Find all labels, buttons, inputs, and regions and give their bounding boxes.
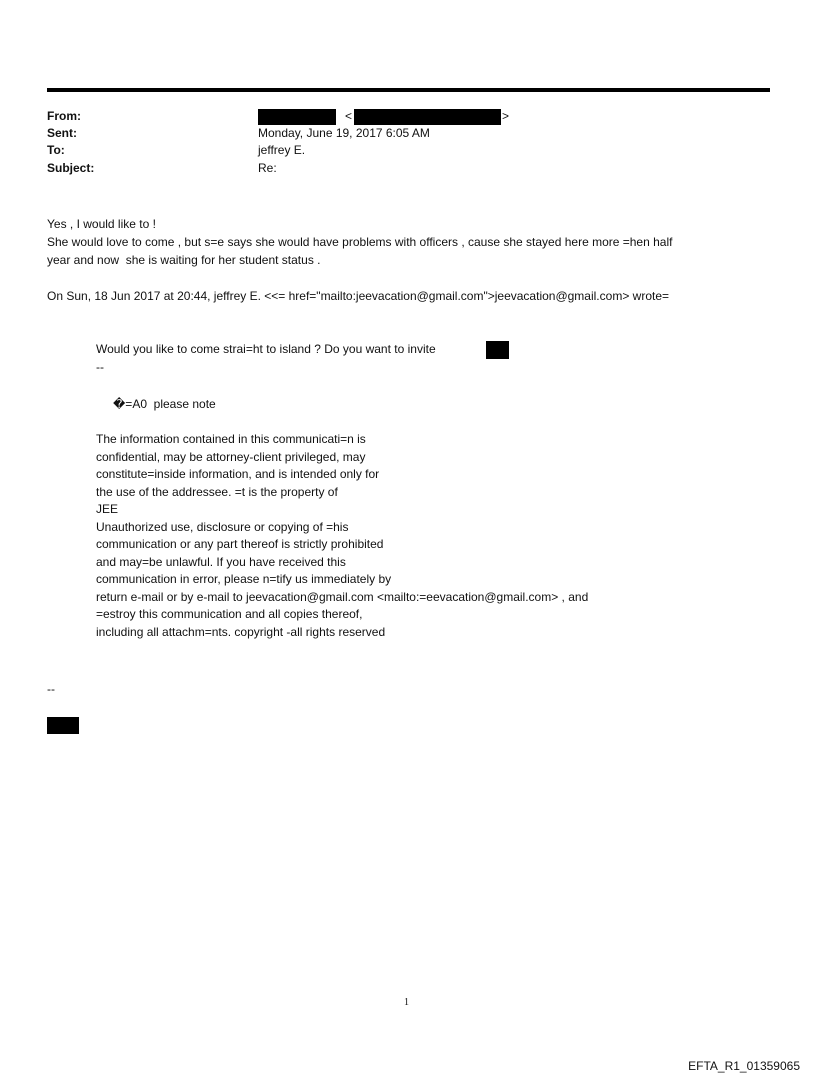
sent-label: Sent:: [47, 126, 77, 140]
redacted-sender-email: [354, 109, 501, 125]
subject-label: Subject:: [47, 161, 95, 175]
body-line: Yes , I would like to !: [47, 217, 156, 231]
redacted-signature: [47, 717, 79, 734]
reply-header: On Sun, 18 Jun 2017 at 20:44, jeffrey E. <<= href="mailto:jeevacation@gmail.com">jeevacation@gmail.com> wrote=: [47, 289, 670, 303]
to-value: jeffrey E.: [258, 143, 306, 157]
body-line: year and now she is waiting for her student status .: [47, 253, 321, 267]
angle-close: >: [502, 109, 510, 123]
disclaimer-line: including all attachm=nts. copyright -all rights reserved: [96, 625, 386, 639]
disclaimer-line: communication or any part thereof is strictly prohibited: [96, 537, 384, 551]
disclaimer-line: Unauthorized use, disclosure or copying of =his: [96, 520, 349, 534]
disclaimer-line: confidential, may be attorney-client privileged, may: [96, 450, 366, 464]
disclaimer-line: =estroy this communication and all copies thereof,: [96, 607, 363, 621]
quoted-question: Would you like to come strai=ht to island ? Do you want to invite: [96, 342, 436, 356]
subject-value: Re:: [258, 161, 277, 175]
page-number: 1: [404, 997, 409, 1008]
quoted-separator: --: [96, 360, 104, 374]
redacted-sender-name: [258, 109, 336, 125]
to-label: To:: [47, 143, 65, 157]
quoted-note: �=A0 please note: [113, 397, 216, 411]
disclaimer-line: the use of the addressee. =t is the property of: [96, 485, 338, 499]
signature-separator: --: [47, 682, 55, 696]
from-label: From:: [47, 109, 81, 123]
document-id: EFTA_R1_01359065: [688, 1059, 800, 1073]
sent-value: Monday, June 19, 2017 6:05 AM: [258, 126, 430, 140]
disclaimer-line: return e-mail or by e-mail to jeevacation@gmail.com <mailto:=eevacation@gmail.com> , and: [96, 590, 589, 604]
redacted-name: [486, 341, 509, 359]
disclaimer-line: JEE: [96, 502, 119, 516]
disclaimer-line: constitute=inside information, and is intended only for: [96, 467, 380, 481]
angle-open: <: [345, 109, 353, 123]
disclaimer-line: communication in error, please n=tify us immediately by: [96, 572, 392, 586]
disclaimer-line: and may=be unlawful. If you have received this: [96, 555, 346, 569]
body-line: She would love to come , but s=e says she would have problems with officers , cause she stayed here more =hen half: [47, 235, 673, 249]
disclaimer-line: The information contained in this communicati=n is: [96, 432, 366, 446]
header-rule: [47, 88, 770, 92]
